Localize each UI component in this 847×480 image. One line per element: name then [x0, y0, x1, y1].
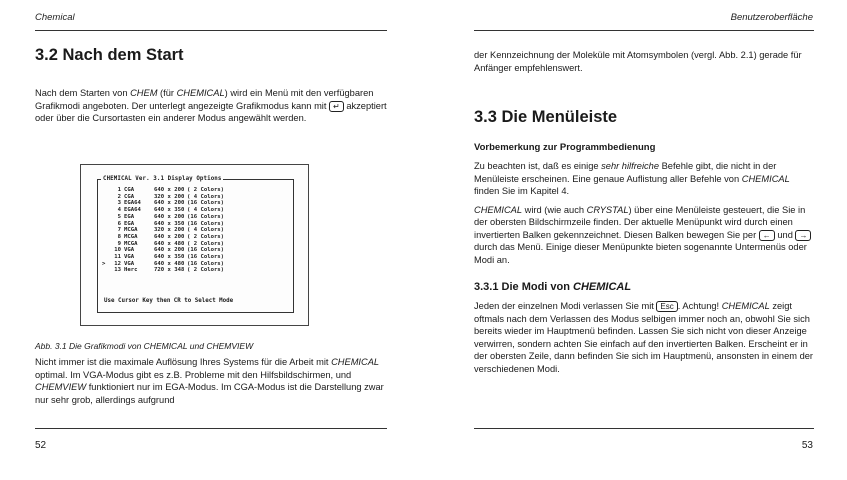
mode-name: MCGA: [124, 240, 138, 247]
mode-row[interactable]: [102, 214, 227, 221]
screen-title: CHEMICAL Ver. 3.1 Display Options: [103, 176, 222, 182]
mode-colors: ( 2 Colors): [187, 187, 225, 193]
mode-colors: (16 Colors): [187, 247, 225, 254]
left-page-content-lower: [35, 356, 387, 406]
mode-colors: (16 Colors): [187, 254, 225, 261]
subsection-title-3-3-1: [474, 280, 814, 294]
left-page: [0, 0, 423, 480]
italic-term: CHEM: [130, 88, 158, 98]
display-options-screen: [80, 164, 309, 326]
right-page: [424, 0, 847, 480]
page-number-left: 52: [35, 440, 47, 451]
figure-caption: Abb. 3.1 Die Grafikmodi von CHEMICAL und CHEMVIEW: [35, 341, 254, 351]
section-title-3-2: 3.2 Nach dem Start: [35, 46, 184, 64]
mode-number: 6: [117, 220, 121, 227]
mode-row[interactable]: [102, 261, 227, 268]
mode-row[interactable]: [102, 254, 227, 261]
header-rule-right: [474, 30, 814, 31]
mode-resolution: 640 x 480: [154, 260, 185, 267]
text-run: Jeden der einzelnen Modi verlassen Sie mit: [474, 301, 657, 311]
mode-colors: (16 Colors): [187, 213, 225, 220]
text-run: optimal. Im VGA-Modus gibt es z.B. Probleme mit den Hilfsbildschirmen, und: [35, 369, 352, 380]
mode-row[interactable]: [102, 247, 227, 254]
italic-term: CHEMVIEW: [35, 382, 87, 392]
italic-term: CHEMICAL: [721, 301, 770, 311]
left-page-content: [35, 45, 387, 125]
footer-rule-left: [35, 428, 387, 429]
mode-number: 8: [117, 233, 121, 240]
mode-colors: (16 Colors): [187, 220, 225, 227]
mode-name: EGA64: [124, 200, 141, 207]
mode-list: [102, 187, 227, 274]
mode-name: EGA: [124, 220, 135, 227]
italic-term: CHEMICAL: [331, 357, 380, 367]
resolution-paragraph: [35, 356, 387, 406]
intro-paragraph: [35, 87, 387, 125]
mode-name: EGA: [124, 213, 135, 220]
header-rule-left: [35, 30, 387, 31]
mode-number: 4: [117, 207, 121, 214]
selection-marker: >: [102, 260, 106, 267]
italic-term: CHEMICAL: [474, 204, 523, 215]
commands-paragraph: [474, 160, 814, 198]
mode-name: VGA: [124, 260, 135, 267]
italic-term: CRYSTAL: [586, 204, 629, 215]
text-run: Nach dem Starten von: [35, 88, 131, 98]
mode-row[interactable]: [102, 207, 227, 214]
mode-number: 9: [117, 240, 121, 247]
continued-paragraph: [474, 49, 814, 74]
text-run: akzeptiert oder über die Cursortasten ein anderer Modus angewählt werden.: [35, 100, 387, 123]
page-number-right: 53: [801, 440, 813, 451]
mode-resolution: 320 x 200: [154, 227, 185, 234]
keycap-icon: ←: [759, 230, 775, 241]
mode-row[interactable]: [102, 234, 227, 241]
italic-term: sehr hilfreiche: [601, 161, 660, 171]
mode-row[interactable]: [102, 241, 227, 248]
mode-resolution: 720 x 348: [154, 267, 185, 274]
mode-number: 13: [114, 267, 121, 274]
text-run: durch das Menü. Einige dieser Menüpunkte bieten sogenannte Untermenüs oder Modi an.: [474, 242, 807, 265]
mode-number: 10: [114, 247, 121, 254]
italic-term: CHEMICAL: [741, 173, 790, 184]
mode-colors: ( 2 Colors): [187, 240, 225, 247]
keycap-icon: ↵: [329, 101, 344, 112]
mode-colors: ( 4 Colors): [187, 193, 225, 200]
screen-title-row: [97, 174, 294, 184]
screen-frame: [97, 179, 294, 313]
text-run: . Achtung!: [677, 301, 722, 311]
mode-resolution: 640 x 200: [154, 247, 185, 254]
text-run: Nicht immer ist die maximale Auflösung Ihres Systems für die Arbeit mit: [35, 357, 332, 367]
mode-number: 2: [117, 193, 121, 200]
text-run: ) wird ein Menü mit den verfügbaren Grafikmodi angeboten. Der unterlegt angezeigte Grafikmodus kann mit: [35, 88, 374, 111]
subsection-title-italic: CHEMICAL: [573, 281, 632, 293]
mode-resolution: 320 x 200: [154, 193, 185, 200]
mode-name: CGA: [124, 193, 135, 200]
mode-row[interactable]: [102, 200, 227, 207]
mode-colors: ( 2 Colors): [187, 233, 225, 240]
italic-term: CHEMICAL: [176, 88, 225, 98]
mode-number: 3: [117, 200, 121, 207]
mode-colors: (16 Colors): [187, 200, 225, 207]
running-head-right: Benutzeroberfläche: [730, 12, 813, 23]
text-run: zeigt oftmals nach dem Verlassen des Modus selbigen immer noch an, obwohl Sie sich bereits wieder im Hauptmenü befinden. Lassen Sie sich nicht von dieser Anzeige verwirren, sondern achten Sie einfach auf den invertierten Balken. Erscheint er in der obersten Zeile, dann befinden Sie sich im Hauptmenü, ansonsten in einem der verschiedenen Modi.: [474, 301, 814, 374]
text-run: und: [774, 229, 796, 240]
screen-instruction: Use Cursor Key then CR to Select Mode: [104, 298, 234, 304]
mode-name: Herc: [124, 267, 138, 274]
subsection-title-plain: 3.3.1 Die Modi von: [474, 281, 574, 293]
mode-colors: ( 2 Colors): [187, 267, 225, 274]
mode-resolution: 640 x 350: [154, 220, 185, 227]
subheading-programmbedienung: Vorbemerkung zur Programmbedienung: [474, 142, 656, 153]
mode-name: VGA: [124, 254, 135, 261]
text-run: (für: [157, 88, 177, 98]
mode-number: 7: [117, 227, 121, 234]
mode-resolution: 640 x 200: [154, 187, 185, 193]
mode-number: 1: [117, 187, 121, 193]
mode-row[interactable]: [102, 227, 227, 234]
mode-row[interactable]: [102, 194, 227, 201]
mode-colors: ( 4 Colors): [187, 207, 225, 214]
text-run: Befehle gibt, die nicht in der Menüleiste erscheinen. Eine genaue Auflistung aller Befehle von: [474, 161, 777, 184]
text-run: wird (wie auch: [522, 204, 587, 215]
mode-name: CGA: [124, 187, 135, 193]
text-run: der Kennzeichnung der Moleküle mit Atomsymbolen (vergl. Abb. 2.1) gerade für Anfänger empfehlenswert.: [474, 50, 802, 73]
text-run: Zu beachten ist, daß es einige: [474, 161, 602, 171]
menubar-paragraph: [474, 204, 814, 267]
mode-name: EGA64: [124, 207, 141, 214]
running-head-left: Chemical: [35, 12, 75, 23]
section-title-3-3: 3.3 Die Menüleiste: [474, 108, 618, 126]
mode-resolution: 640 x 350: [154, 207, 185, 214]
mode-resolution: 640 x 480: [154, 240, 185, 247]
mode-number: 12: [114, 260, 121, 267]
mode-row[interactable]: [102, 267, 227, 274]
keycap-icon: Esc: [656, 301, 677, 312]
mode-colors: (16 Colors): [187, 260, 225, 267]
mode-row[interactable]: [102, 187, 227, 194]
text-run: funktioniert nur im EGA-Modus. Im CGA-Modus ist die Darstellung zwar nur sehr grob, allerdings aufgrund: [35, 382, 384, 405]
mode-number: 5: [117, 213, 121, 220]
mode-name: MCGA: [124, 227, 138, 234]
text-run: finden Sie im Kapitel 4.: [474, 186, 570, 196]
mode-resolution: 640 x 200: [154, 200, 185, 207]
right-page-content: [474, 49, 814, 375]
text-run: ) über eine Menüleiste gesteuert, die Sie in der obersten Bildschirmzeile finden. Der aktuelle Menüpunkt wird durch einen invertierten Balken gekennzeichnet. Diesen Balken bewegen Sie per: [474, 204, 806, 240]
mode-resolution: 640 x 200: [154, 233, 185, 240]
mode-resolution: 640 x 200: [154, 213, 185, 220]
mode-name: VGA: [124, 247, 135, 254]
modes-paragraph: [474, 300, 814, 375]
mode-number: 11: [114, 254, 121, 261]
mode-name: MCGA: [124, 233, 138, 240]
mode-resolution: 640 x 350: [154, 254, 185, 261]
footer-rule-right: [474, 428, 814, 429]
keycap-icon: →: [795, 230, 811, 241]
mode-colors: ( 4 Colors): [187, 227, 225, 234]
mode-row[interactable]: [102, 221, 227, 228]
